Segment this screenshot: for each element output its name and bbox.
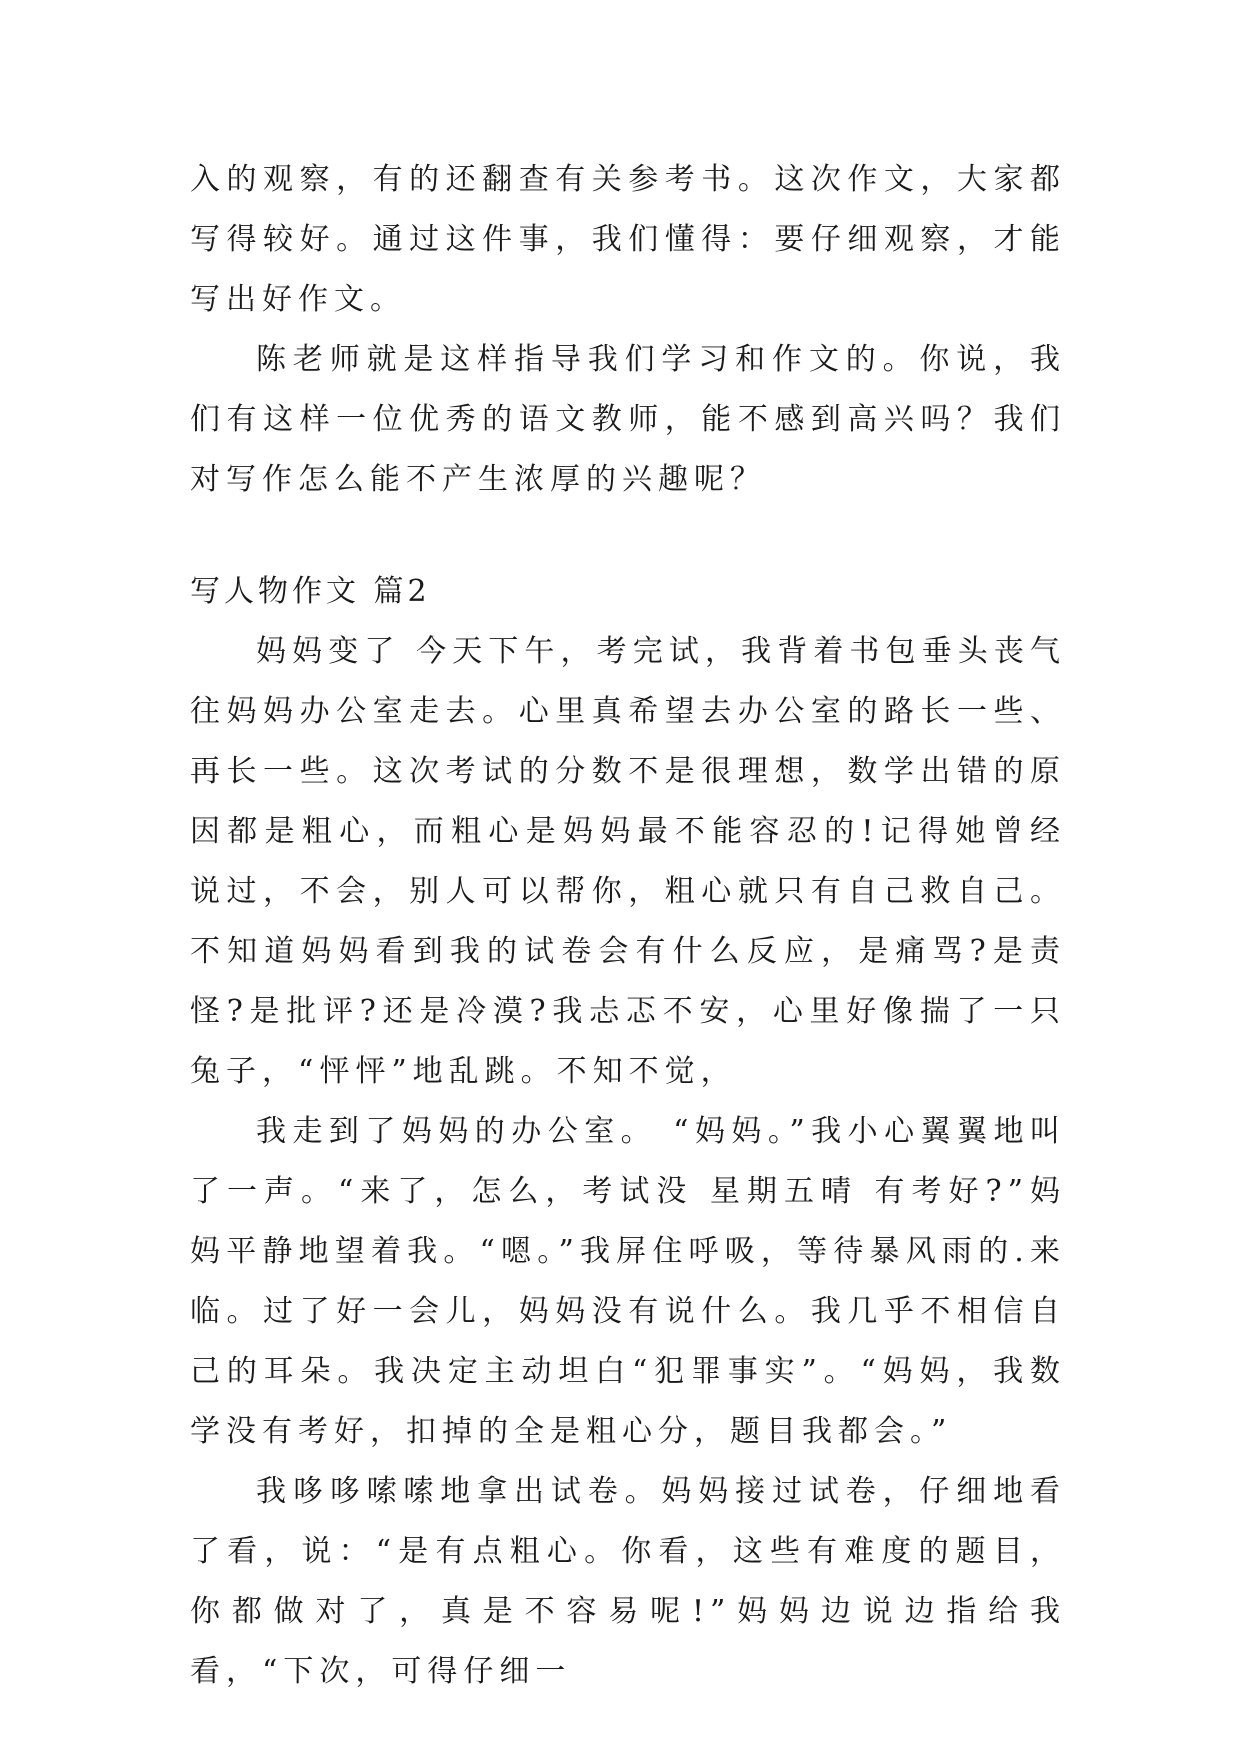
paragraph-office: 我走到了妈妈的办公室。 “妈妈。”我小心翼翼地叫了一声。“来了，怎么，考试没 星期五晴 有考好?”妈妈平静地望着我。“嗯。”我屏住呼吸，等待暴风雨的.来临。过了好一会儿，妈妈没有说什么。我几乎不相信自己的耳朵。我决定主动坦白“犯罪事实”。“妈妈，我数学没有考好，扣掉的全是粗心分，题目我都会。”: [190, 1114, 1066, 1449]
document-body: [190, 150, 1066, 1702]
section-heading: 写人物作文 篇2: [190, 574, 431, 609]
paragraph-continued: 入的观察，有的还翻查有关参考书。这次作文，大家都写得较好。通过这件事，我们懂得：要仔细观察，才能写出好作文。: [190, 162, 1066, 317]
paragraph-mom-changed: 妈妈变了 今天下午，考完试，我背着书包垂头丧气往妈妈办公室走去。心里真希望去办公室的路长一些、再长一些。这次考试的分数不是很理想，数学出错的原因都是粗心，而粗心是妈妈最不能容忍的!记得她曾经说过，不会，别人可以帮你，粗心就只有自己救自己。不知道妈妈看到我的试卷会有什么反应，是痛骂?是责怪?是批评?还是冷漠?我忐忑不安，心里好像揣了一只兔子，“怦怦”地乱跳。不知不觉，: [190, 634, 1066, 1089]
paragraph-test-paper: 我哆哆嗦嗦地拿出试卷。妈妈接过试卷，仔细地看了看，说：“是有点粗心。你看，这些有难度的题目，你都做对了，真是不容易呢!”妈妈边说边指给我看，“下次，可得仔细一: [190, 1474, 1066, 1689]
paragraph-teacher: 陈老师就是这样指导我们学习和作文的。你说，我们有这样一位优秀的语文教师，能不感到高兴吗？我们对写作怎么能不产生浓厚的兴趣呢？: [190, 342, 1066, 497]
